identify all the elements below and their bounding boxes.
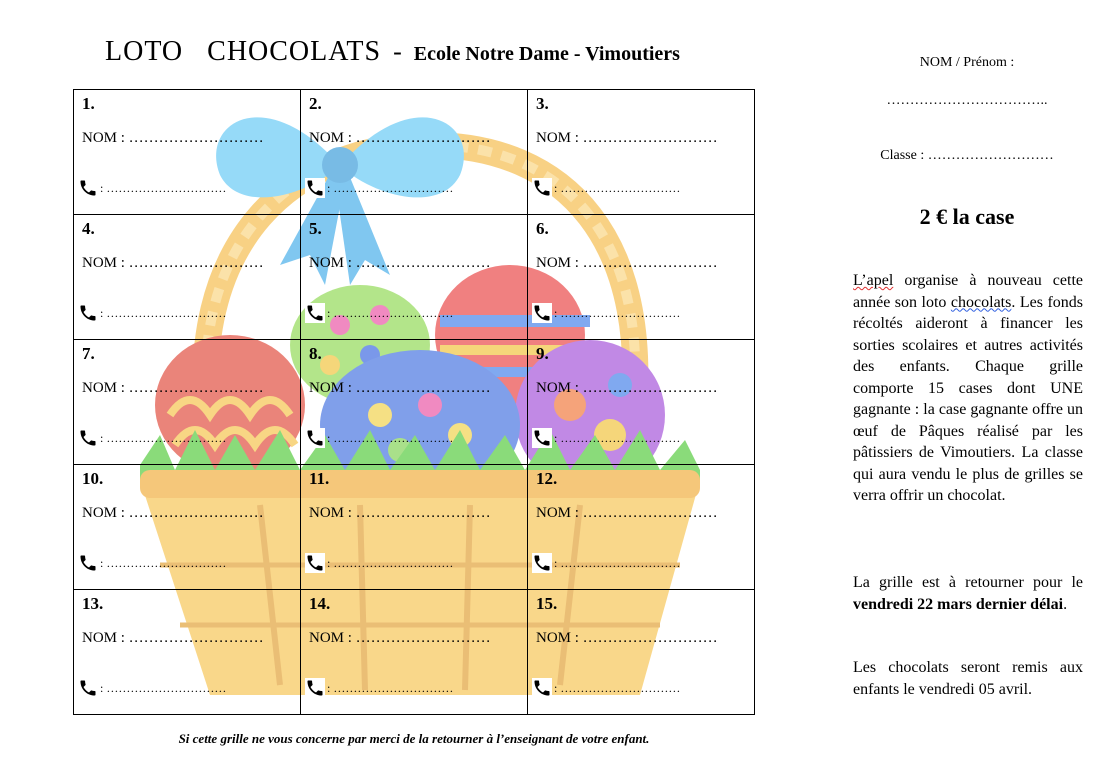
- phone-dots: : …………………………: [327, 555, 454, 570]
- cell-number: 3.: [536, 94, 549, 113]
- cell-number: 14.: [309, 594, 331, 613]
- grid-row: [74, 340, 755, 465]
- phone-dots: : …………………………: [554, 680, 681, 695]
- grid-cell: [74, 590, 301, 715]
- nom-prenom-label: NOM / Prénom :: [919, 55, 1015, 70]
- grid-row: [74, 465, 755, 590]
- phone-dots: : …………………………: [100, 180, 227, 195]
- cell-number: 13.: [82, 594, 104, 613]
- name-field[interactable]: NOM : ………………………: [536, 505, 718, 521]
- grid-cell: [74, 90, 301, 215]
- phone-dots: : …………………………: [554, 555, 681, 570]
- title-main: LOTO CHOCOLATS: [105, 36, 382, 67]
- grid-cell: [301, 590, 528, 715]
- grid-row: [74, 215, 755, 340]
- delivery-paragraph: Les chocolats seront remis aux enfants le vendredi 05 avril.: [853, 659, 1083, 698]
- deadline-paragraph: [853, 572, 1083, 615]
- name-field[interactable]: NOM : ………………………: [309, 505, 491, 521]
- phone-dots: : …………………………: [327, 180, 454, 195]
- phone-field[interactable]: [532, 678, 680, 698]
- cell-number: 5.: [309, 219, 322, 238]
- phone-dots: : …………………………: [554, 180, 681, 195]
- cell-number: 11.: [309, 469, 330, 488]
- name-field[interactable]: NOM : ………………………: [82, 630, 264, 646]
- phone-field[interactable]: [305, 678, 453, 698]
- name-field[interactable]: NOM : ………………………: [536, 130, 718, 146]
- phone-dots: : …………………………: [100, 305, 227, 320]
- name-field[interactable]: NOM : ………………………: [82, 380, 264, 396]
- phone-field[interactable]: [532, 553, 680, 573]
- phone-dots: : …………………………: [327, 305, 454, 320]
- phone-field[interactable]: [532, 178, 680, 198]
- phone-field[interactable]: [305, 178, 453, 198]
- grid-row: [74, 90, 755, 215]
- phone-dots: : …………………………: [100, 680, 227, 695]
- phone-icon: [78, 678, 98, 698]
- phone-icon: [532, 678, 552, 698]
- phone-icon: [532, 303, 552, 323]
- phone-field[interactable]: [305, 303, 453, 323]
- cell-number: 2.: [309, 94, 322, 113]
- phone-icon: [532, 178, 552, 198]
- grid-cell: [74, 215, 301, 340]
- info-text: organise à nouveau cette année son loto: [853, 272, 1083, 311]
- phone-dots: : …………………………: [554, 430, 681, 445]
- document-title: [105, 36, 795, 68]
- phone-dots: : …………………………: [100, 430, 227, 445]
- phone-field[interactable]: [305, 553, 453, 573]
- title-school: Ecole Notre Dame - Vimoutiers: [413, 43, 680, 65]
- phone-icon: [305, 553, 325, 573]
- title-dash: -: [393, 37, 402, 66]
- cell-number: 9.: [536, 344, 549, 363]
- nom-prenom-field[interactable]: ……………………………..: [886, 93, 1048, 108]
- grid-cell: [528, 90, 755, 215]
- name-field[interactable]: NOM : ………………………: [82, 255, 264, 271]
- cell-number: 7.: [82, 344, 95, 363]
- phone-field[interactable]: [532, 428, 680, 448]
- grid-cell: [301, 465, 528, 590]
- phone-dots: : …………………………: [327, 680, 454, 695]
- cell-number: 1.: [82, 94, 95, 113]
- name-field[interactable]: NOM : ………………………: [309, 630, 491, 646]
- grid-cell: [528, 465, 755, 590]
- phone-icon: [532, 428, 552, 448]
- price-label: 2 € la case: [919, 204, 1015, 229]
- grid-row: [74, 590, 755, 715]
- phone-icon: [78, 303, 98, 323]
- cell-number: 12.: [536, 469, 558, 488]
- grid-cell: [301, 340, 528, 465]
- grid-cell: [74, 340, 301, 465]
- phone-icon: [305, 178, 325, 198]
- name-field[interactable]: NOM : ………………………: [536, 380, 718, 396]
- deadline-text: La grille est à retourner pour le: [853, 574, 1083, 591]
- phone-icon: [78, 178, 98, 198]
- loto-grid: [73, 89, 755, 715]
- phone-field[interactable]: [78, 178, 226, 198]
- phone-icon: [78, 553, 98, 573]
- cell-number: 8.: [309, 344, 322, 363]
- grid-cell: [528, 340, 755, 465]
- cell-number: 15.: [536, 594, 558, 613]
- name-field[interactable]: NOM : ………………………: [309, 255, 491, 271]
- phone-field[interactable]: [78, 428, 226, 448]
- name-field[interactable]: NOM : ………………………: [536, 630, 718, 646]
- grid-cell: [528, 590, 755, 715]
- phone-dots: : …………………………: [100, 555, 227, 570]
- info-text: . Les fonds récoltés aideront à financer les sorties scolaires et autres activités des enfants. Chaque grille comporte 15 cases dont UNE gagnante : la case gagnante offre un œuf de Pâques réalisé par les pâtissiers de Vimoutiers. La classe qui aura vendu le plus de grilles se verra offrir un chocolat.: [853, 293, 1083, 504]
- name-field[interactable]: NOM : ………………………: [309, 380, 491, 396]
- classe-field[interactable]: Classe : ………………………: [880, 148, 1054, 163]
- phone-field[interactable]: [78, 303, 226, 323]
- footnote: Si cette grille ne vous concerne par merci de la retourner à l’enseignant de votre enfant.: [178, 731, 650, 746]
- grid-cell: [528, 215, 755, 340]
- phone-icon: [305, 428, 325, 448]
- grid-cell: [74, 465, 301, 590]
- phone-field[interactable]: [78, 553, 226, 573]
- name-field[interactable]: NOM : ………………………: [536, 255, 718, 271]
- grid-cell: [301, 215, 528, 340]
- deadline-date: vendredi 22 mars dernier délai: [853, 595, 1064, 613]
- phone-field[interactable]: [78, 678, 226, 698]
- cell-number: 10.: [82, 469, 104, 488]
- phone-field[interactable]: [305, 428, 453, 448]
- apel-word: L’apel: [853, 272, 894, 289]
- deadline-end: .: [1063, 595, 1068, 613]
- cell-number: 4.: [82, 219, 95, 238]
- phone-icon: [78, 428, 98, 448]
- phone-dots: : …………………………: [554, 305, 681, 320]
- name-field[interactable]: NOM : ………………………: [82, 130, 264, 146]
- phone-icon: [305, 303, 325, 323]
- chocolats-word: chocolats: [950, 293, 1012, 311]
- phone-field[interactable]: [532, 303, 680, 323]
- cell-number: 6.: [536, 219, 549, 238]
- phone-dots: : …………………………: [327, 430, 454, 445]
- grid-cell: [301, 90, 528, 215]
- info-paragraph: [853, 270, 1083, 507]
- name-field[interactable]: NOM : ………………………: [309, 130, 491, 146]
- phone-icon: [305, 678, 325, 698]
- phone-icon: [532, 553, 552, 573]
- name-field[interactable]: NOM : ………………………: [82, 505, 264, 521]
